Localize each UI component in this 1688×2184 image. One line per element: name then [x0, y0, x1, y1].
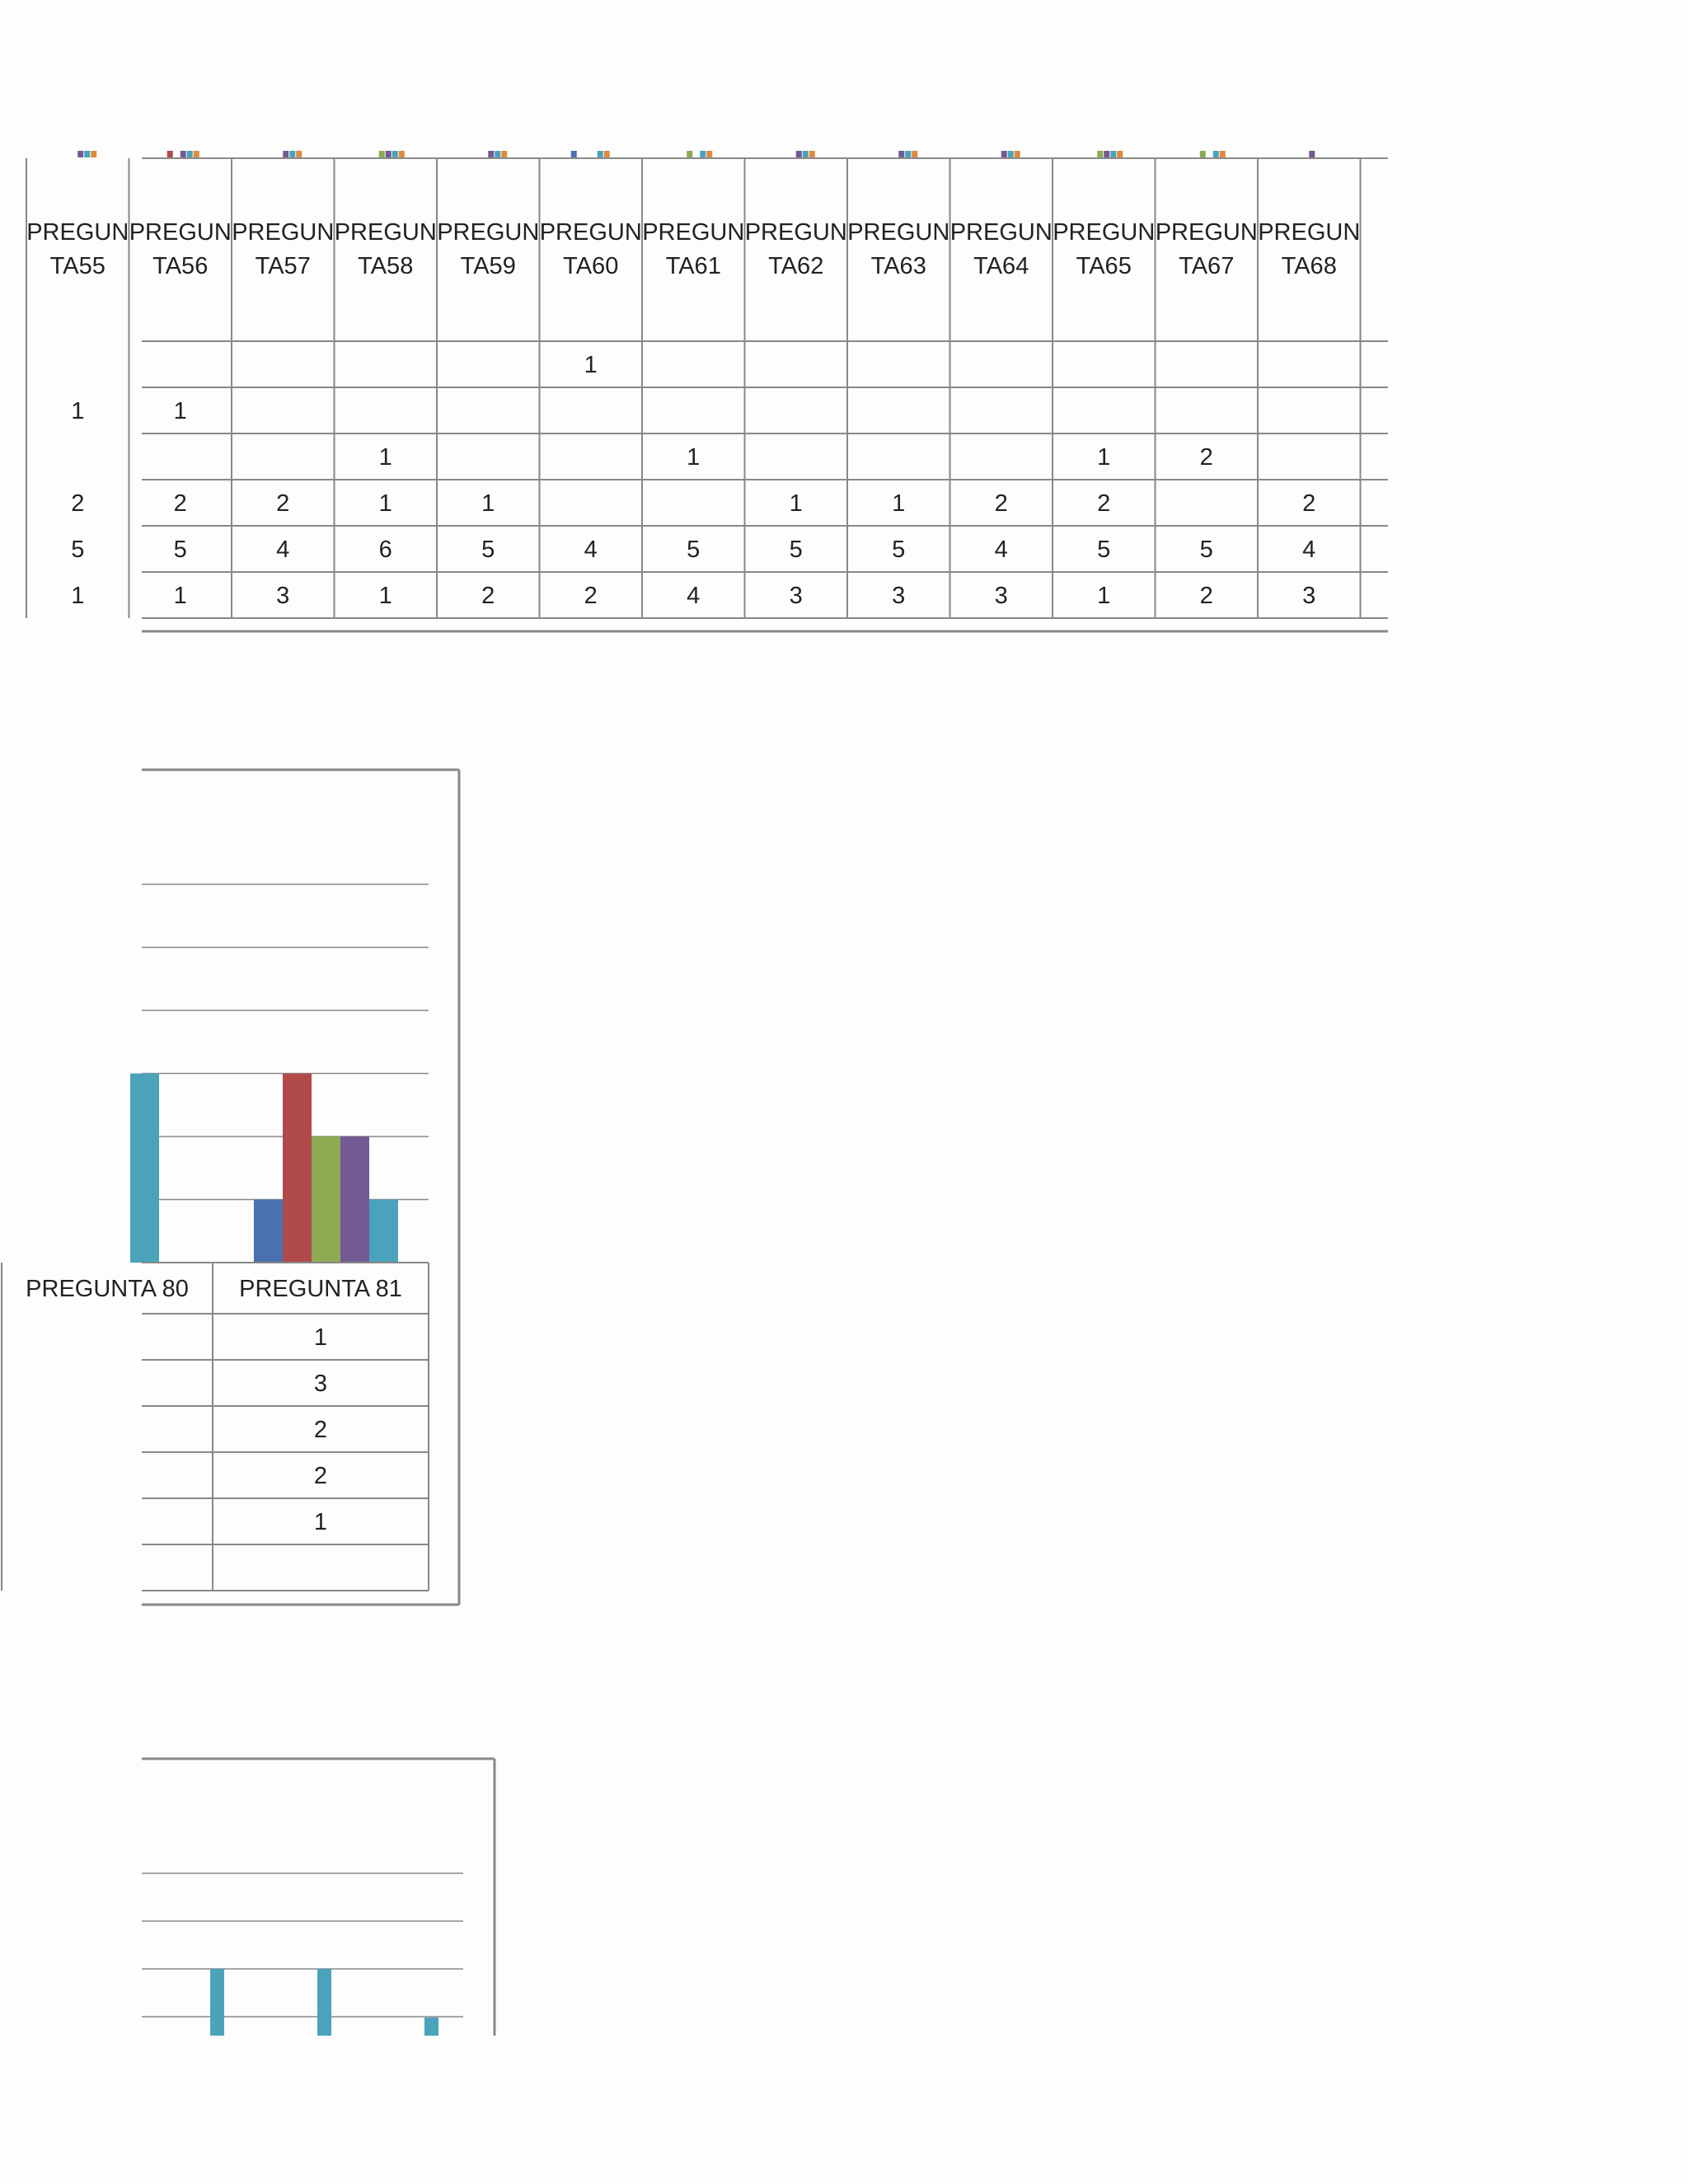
- bar: [1213, 151, 1219, 157]
- bar: [706, 151, 712, 157]
- bar: [912, 151, 917, 157]
- bar: [604, 151, 610, 157]
- bar: [84, 151, 90, 157]
- bar: [91, 151, 96, 157]
- table-cell-value: 1: [173, 398, 187, 424]
- table-cell-value: 1: [789, 490, 803, 517]
- bar: [905, 151, 911, 157]
- column-header-label: TA67: [1179, 253, 1235, 279]
- bar: [687, 151, 692, 157]
- bar: [283, 1074, 312, 1263]
- table-cell-value: 2: [276, 490, 290, 517]
- category-label: PREGUNTA 81: [239, 1276, 402, 1302]
- table-cell-value: 5: [892, 537, 906, 563]
- column-header-label: PREGUN: [232, 219, 335, 246]
- column-header-label: PREGUN: [744, 219, 847, 246]
- table-cell-value: 5: [173, 537, 187, 563]
- table-cell-value: 4: [1302, 537, 1316, 563]
- bar: [386, 151, 392, 157]
- bar: [809, 151, 815, 157]
- column-header-label: PREGUN: [26, 219, 129, 246]
- table-cell-value: 3: [276, 583, 290, 609]
- column-header-label: TA68: [1281, 253, 1337, 279]
- column-header-label: PREGUN: [1053, 219, 1156, 246]
- bar: [1200, 151, 1206, 157]
- table-cell-value: 5: [481, 537, 495, 563]
- column-header-label: TA56: [152, 253, 209, 279]
- bar: [283, 151, 288, 157]
- chart-2-svg: [26, 762, 471, 1615]
- table-cell-value: 1: [378, 583, 392, 609]
- bar: [1015, 151, 1020, 157]
- table-cell-value: 4: [994, 537, 1008, 563]
- table-cell-value: 5: [687, 537, 701, 563]
- column-header-label: PREGUN: [539, 219, 642, 246]
- bar: [803, 151, 809, 157]
- table-cell-value: 2: [1097, 490, 1111, 517]
- bar: [1117, 151, 1123, 157]
- table-cell-value: 5: [1199, 537, 1213, 563]
- bar: [700, 151, 706, 157]
- table-cell-value: 1: [481, 490, 495, 517]
- table-cell-value: 1: [1097, 444, 1111, 471]
- column-header-label: TA59: [460, 253, 516, 279]
- table-cell-value: 1: [378, 490, 392, 517]
- bar: [1001, 151, 1007, 157]
- bar: [1220, 151, 1226, 157]
- bar: [379, 151, 385, 157]
- table-cell-value: 4: [687, 583, 701, 609]
- chart-1-panel: [26, 144, 1388, 639]
- table-cell-value: 3: [1302, 583, 1316, 609]
- column-header-label: PREGUN: [1155, 219, 1258, 246]
- table-cell-value: 3: [313, 1371, 328, 1397]
- bar: [898, 151, 904, 157]
- bar: [187, 151, 193, 157]
- bar: [1309, 151, 1315, 157]
- column-header-label: TA55: [49, 253, 106, 279]
- table-cell-value: 3: [892, 583, 906, 609]
- column-header-label: PREGUN: [642, 219, 745, 246]
- bar: [399, 151, 405, 157]
- column-header-label: TA58: [358, 253, 414, 279]
- chart-3-panel: [142, 1751, 504, 2036]
- table-cell-value: 1: [71, 398, 85, 424]
- table-cell-value: 2: [1302, 490, 1316, 517]
- bar: [1110, 151, 1116, 157]
- bar: [194, 151, 199, 157]
- table-cell-value: 5: [789, 537, 803, 563]
- table-cell-value: 2: [1199, 583, 1213, 609]
- table-cell-value: 1: [1097, 583, 1111, 609]
- chart-2-panel: [26, 762, 471, 1615]
- bar: [289, 151, 295, 157]
- category-label: PREGUNTA 80: [26, 1276, 189, 1302]
- table-cell-value: 2: [994, 490, 1008, 517]
- table-cell-value: 1: [71, 583, 85, 609]
- table-cell-value: 6: [378, 537, 392, 563]
- table-cell-value: 3: [789, 583, 803, 609]
- bar: [340, 1137, 369, 1263]
- table-cell-value: 2: [71, 490, 85, 517]
- bar: [312, 1137, 340, 1263]
- column-header-label: PREGUN: [437, 219, 540, 246]
- table-cell-value: 2: [1199, 444, 1213, 471]
- chart-3-svg: [142, 1751, 504, 2036]
- table-cell-value: 4: [584, 537, 598, 563]
- bar: [369, 1200, 398, 1263]
- table-cell-value: 2: [313, 1417, 328, 1443]
- column-header-label: PREGUN: [950, 219, 1053, 246]
- bar: [1097, 151, 1103, 157]
- bar: [254, 1200, 283, 1263]
- bar: [167, 151, 173, 157]
- table-cell-value: 4: [276, 537, 290, 563]
- bar: [296, 151, 302, 157]
- bar: [424, 2018, 438, 2036]
- bar: [130, 1074, 159, 1263]
- bar: [181, 151, 186, 157]
- bar: [488, 151, 494, 157]
- bar: [1104, 151, 1109, 157]
- table-cell-value: 1: [313, 1509, 328, 1535]
- column-header-label: TA62: [768, 253, 824, 279]
- bar: [571, 151, 577, 157]
- bar: [317, 1969, 331, 2036]
- column-header-label: TA65: [1076, 253, 1132, 279]
- table-cell-value: 1: [313, 1324, 328, 1351]
- column-header-label: PREGUN: [847, 219, 950, 246]
- table-cell-value: 3: [994, 583, 1008, 609]
- column-header-label: TA64: [973, 253, 1029, 279]
- table-cell-value: 1: [892, 490, 906, 517]
- column-header-label: TA63: [870, 253, 926, 279]
- bar: [796, 151, 802, 157]
- table-cell-value: 1: [378, 444, 392, 471]
- bar: [1008, 151, 1014, 157]
- bar: [598, 151, 603, 157]
- column-header-label: PREGUN: [334, 219, 437, 246]
- table-cell-value: 2: [481, 583, 495, 609]
- bar: [77, 151, 83, 157]
- column-header-label: TA61: [665, 253, 721, 279]
- table-cell-value: 1: [173, 583, 187, 609]
- bar: [501, 151, 507, 157]
- column-header-label: TA57: [255, 253, 311, 279]
- table-cell-value: 5: [71, 537, 85, 563]
- bar: [392, 151, 398, 157]
- table-cell-value: 2: [313, 1463, 328, 1489]
- chart-1-svg: [26, 144, 1388, 639]
- table-cell-value: 5: [1097, 537, 1111, 563]
- column-header-label: PREGUN: [129, 219, 232, 246]
- table-cell-value: 2: [173, 490, 187, 517]
- table-cell-value: 2: [584, 583, 598, 609]
- table-cell-value: 1: [584, 352, 598, 378]
- table-cell-value: 1: [687, 444, 701, 471]
- bar: [495, 151, 500, 157]
- column-header-label: PREGUN: [1258, 219, 1361, 246]
- bar: [210, 1969, 224, 2036]
- column-header-label: TA60: [563, 253, 619, 279]
